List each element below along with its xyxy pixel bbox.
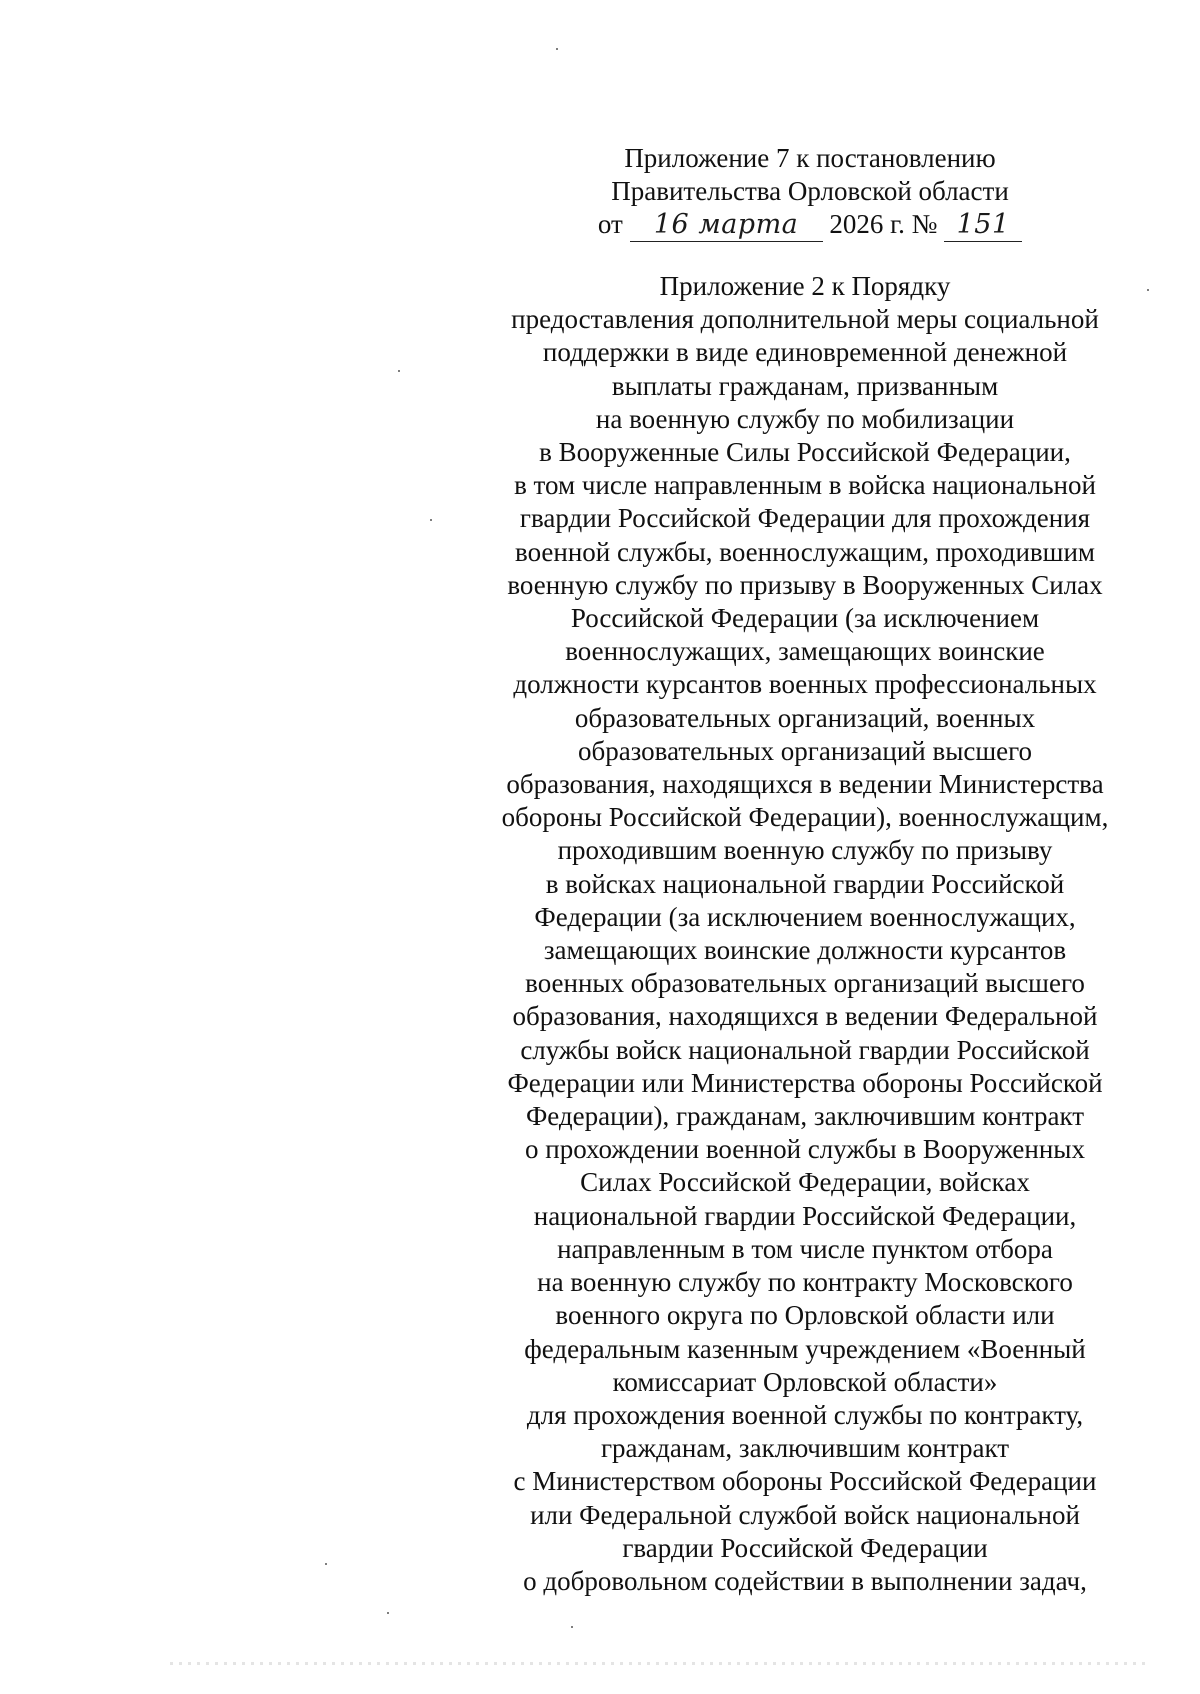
appendix-line: образовательных организаций высшего	[577, 735, 1033, 766]
appendix-line: или Федеральной службой войск национальной	[530, 1499, 1080, 1530]
appendix-line: для прохождения военной службы по контракту,	[526, 1399, 1084, 1430]
appendix-line: гвардии Российской Федерации для прохождения	[519, 503, 1091, 534]
appendix-line: на военную службу по мобилизации	[595, 403, 1015, 434]
appendix-line: замещающих воинские должности курсантов	[543, 935, 1067, 966]
procedure-appendix-block	[470, 270, 1140, 1598]
appendix-line: предоставления дополнительной меры социальной	[511, 304, 1099, 335]
appendix-line: Федерации (за исключением военнослужащих,	[534, 901, 1076, 932]
scan-speck	[325, 1563, 327, 1565]
appendix-line: военную службу по призыву в Вооруженных Силах	[507, 569, 1103, 600]
appendix-line: военнослужащих, замещающих воинские	[565, 636, 1045, 667]
appendix-line: о прохождении военной службы в Вооруженных	[525, 1134, 1085, 1165]
scan-speck	[1147, 289, 1149, 291]
appendix-line: Силах Российской Федерации, войсках	[580, 1167, 1030, 1198]
header-date-line	[580, 208, 1040, 242]
appendix-line: в войсках национальной гвардии Российской	[545, 868, 1065, 899]
appendix-line: в том числе направленным в войска национальной	[514, 470, 1096, 501]
appendix-line: Российской Федерации (за исключением	[570, 603, 1040, 634]
scan-speck	[398, 370, 400, 372]
appendix-line: проходившим военную службу по призыву	[557, 835, 1053, 866]
appendix-line: на военную службу по контракту Московского	[537, 1267, 1073, 1298]
appendix-line: поддержки в виде единовременной денежной	[542, 337, 1068, 368]
handwritten-date: 16 марта	[630, 208, 823, 242]
appendix-line: Федерации), гражданам, заключившим контракт	[525, 1101, 1085, 1132]
appendix-line: военной службы, военнослужащим, проходившим	[515, 536, 1095, 567]
date-prefix: от	[597, 209, 623, 239]
appendix-line: Приложение 2 к Порядку	[659, 271, 951, 301]
appendix-line: о добровольном содействии в выполнении задач,	[523, 1565, 1087, 1596]
scan-speck	[571, 1626, 573, 1628]
header-line-2: Правительства Орловской области	[611, 176, 1009, 206]
appendix-line: с Министерством обороны Российской Федерации	[513, 1466, 1097, 1497]
appendix-line: выплаты гражданам, призванным	[611, 370, 999, 401]
appendix-line: Федерации или Министерства обороны Российской	[507, 1067, 1103, 1098]
scan-edge-noise	[170, 1662, 1150, 1665]
appendix-line: обороны Российской Федерации), военнослужащим,	[501, 802, 1109, 833]
appendix-line: образования, находящихся в ведении Федеральной	[512, 1001, 1098, 1032]
appendix-line: комиссариат Орловской области»	[612, 1366, 998, 1397]
appendix-line: гвардии Российской Федерации	[622, 1532, 988, 1563]
header-line-1: Приложение 7 к постановлению	[624, 143, 996, 173]
appendix-line: военного округа по Орловской области или	[555, 1300, 1055, 1331]
appendix-line: должности курсантов военных профессиональных	[513, 669, 1097, 700]
appendix-line: направленным в том числе пунктом отбора	[557, 1233, 1053, 1264]
appendix-line: службы войск национальной гвардии Российской	[520, 1034, 1090, 1065]
date-year-number-label: 2026 г. №	[829, 209, 938, 239]
appendix-line: образования, находящихся в ведении Министерства	[506, 769, 1104, 800]
appendix-line: военных образовательных организаций высшего	[525, 968, 1085, 999]
handwritten-number: 151	[944, 208, 1022, 242]
appendix-line: национальной гвардии Российской Федерации,	[533, 1200, 1077, 1231]
scan-speck	[430, 519, 432, 521]
scan-speck	[556, 48, 558, 50]
scan-speck	[387, 1612, 389, 1614]
appendix-line: федеральным казенным учреждением «Военный	[524, 1333, 1086, 1364]
appendix-line: гражданам, заключившим контракт	[600, 1433, 1010, 1464]
appendix-line: в Вооруженные Силы Российской Федерации,	[539, 437, 1071, 468]
resolution-appendix-header	[580, 142, 1040, 242]
appendix-line: образовательных организаций, военных	[574, 702, 1036, 733]
